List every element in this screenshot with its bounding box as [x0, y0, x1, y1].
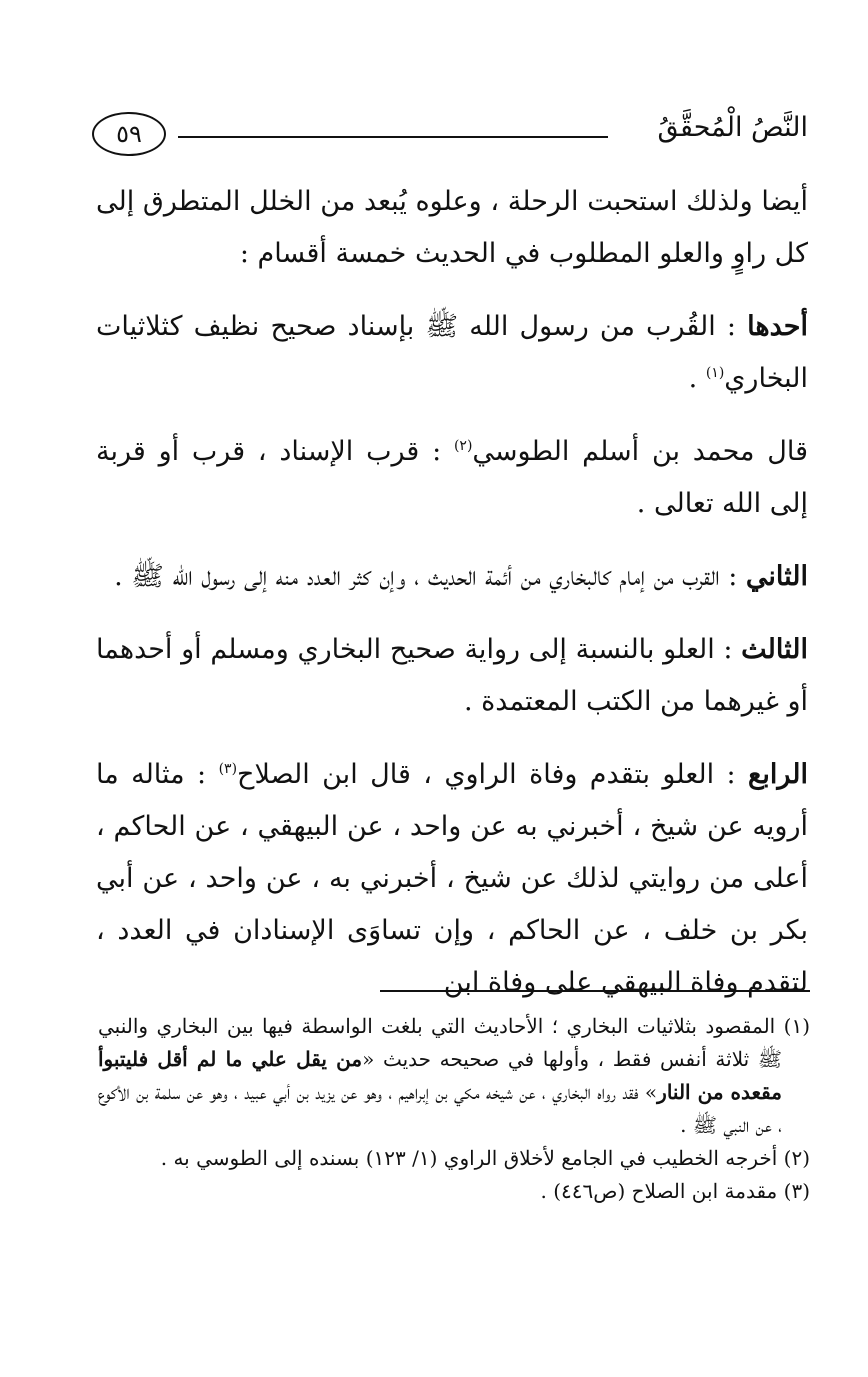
- paragraph-fourth-end: : مثاله ما أرويه عن شيخ ، أخبرني به عن واحد ، عن البيهقي ، عن الحاكم ، أعلى من روايتي لذلك عن شيخ ، أخبرني به ، عن واحد ، عن أبي بكر بن خلف ، عن الحاكم ، وإن تساوَى الإسنادان في العدد ، لتقدم وفاة البيهقي على وفاة ابن: [96, 759, 808, 998]
- running-title: النَّصُ الْمُحقَّقُ: [657, 112, 808, 143]
- paragraph-quote-end: : قرب الإسناد ، قرب أو قربة إلى الله تعالى .: [96, 436, 808, 519]
- paragraph-quote-text: قال محمد بن أسلم الطوسي: [472, 436, 809, 467]
- footnotes: [98, 1010, 810, 1208]
- footnote-rule: [380, 990, 810, 992]
- footnote-3: (٣) مقدمة ابن الصلاح (ص٤٤٦) .: [540, 1179, 810, 1203]
- page-header: [92, 100, 808, 164]
- footnote-1-text-b: » فقد رواه البخاري ، عن شيخه مكي بن إبراهيم ، وهو عن يزيد بن أبي عبيد ، وهو عن سلمة بن الأكوع ، عن النبي ﷺ .: [98, 1080, 782, 1137]
- paragraph-first-end: .: [688, 363, 706, 394]
- main-text: [96, 176, 808, 1030]
- label-fourth: الرابع: [747, 759, 808, 790]
- footnote-ref-1: (١): [705, 365, 725, 381]
- label-second: الثاني: [745, 561, 808, 592]
- paragraph-quote: [96, 426, 808, 530]
- footnote-1-hadith: من يقل علي ما لم أقل فليتبوأ مقعده من النار: [98, 1047, 782, 1104]
- footnote-ref-3: (٣): [218, 761, 238, 777]
- paragraph-intro-text: أيضا ولذلك استحبت الرحلة ، وعلوه يُبعد من الخلل المتطرق إلى كل راوٍ والعلو المطلوب في الحديث خمسة أقسام :: [96, 186, 808, 269]
- paragraph-second: [96, 551, 808, 603]
- footnote-1-text-a: (١) المقصود بثلاثيات البخاري ؛ الأحاديث التي بلغت الواسطة فيها بين البخاري والنبي ﷺ ثلاثة أنفس فقط ، وأولها في صحيحه حديث «: [98, 1014, 810, 1071]
- page-number: ٥٩: [92, 112, 166, 156]
- paragraph-second-text: : القرب من إمام كالبخاري من أئمة الحديث ، وإن كثر العدد منه إلى رسول الله ﷺ .: [114, 561, 746, 592]
- paragraph-fourth: [96, 749, 808, 1009]
- label-first: أحدها: [747, 311, 808, 342]
- paragraph-first: [96, 301, 808, 405]
- paragraph-third-text: : العلو بالنسبة إلى رواية صحيح البخاري ومسلم أو أحدهما أو غيرهما من الكتب المعتمدة .: [96, 634, 808, 717]
- label-third: الثالث: [741, 634, 808, 665]
- paragraph-intro: [96, 176, 808, 280]
- footnote-1: [98, 1010, 810, 1142]
- footnote-ref-2: (٢): [453, 438, 473, 454]
- paragraph-third: [96, 624, 808, 728]
- footnote-2: (٢) أخرجه الخطيب في الجامع لأخلاق الراوي (١/ ١٢٣) بسنده إلى الطوسي به .: [160, 1146, 810, 1170]
- header-rule: [178, 136, 608, 138]
- paragraph-fourth-text: : العلو بتقدم وفاة الراوي ، قال ابن الصلاح: [237, 759, 748, 790]
- paragraph-first-text: : القُرب من رسول الله ﷺ بإسناد صحيح نظيف كثلاثيات البخاري: [96, 311, 808, 394]
